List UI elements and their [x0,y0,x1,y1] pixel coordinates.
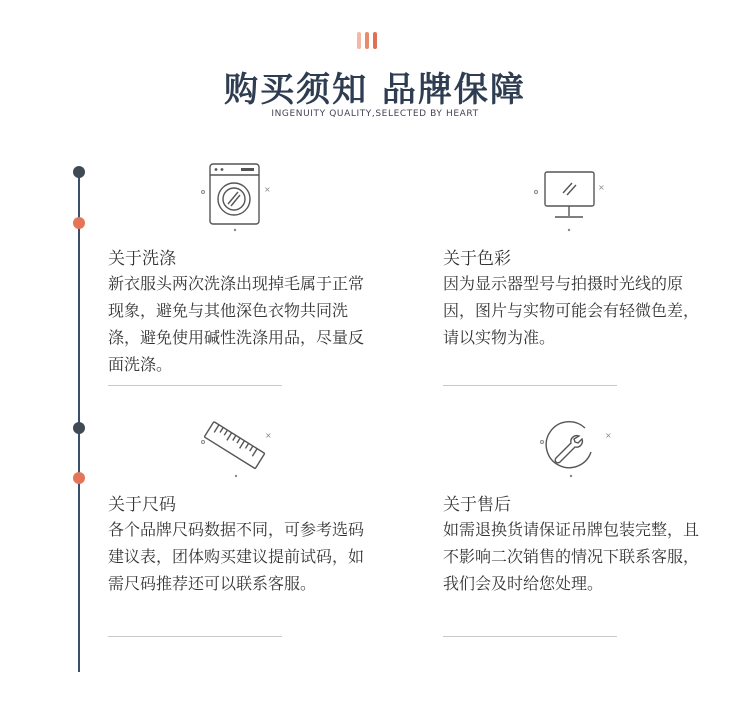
divider [443,636,617,637]
decoration-bar [365,32,369,49]
timeline-dot [73,166,85,178]
header-decoration [357,32,377,49]
card-title-after-sales: 关于售后 [443,495,511,515]
monitor-icon [521,160,617,232]
card-title-color: 关于色彩 [443,249,511,269]
decoration-bar [373,32,377,49]
washing-machine-icon [186,160,282,232]
svg-text:×: × [265,431,272,440]
svg-text:×: × [605,431,612,440]
svg-text:×: × [598,183,605,192]
card-body-washing: 新衣服头两次洗涤出现掉毛属于正常现象，避免与其他深色衣物共同洗涤，避免使用碱性洗涤用品，尽量反面洗涤。 [108,274,365,374]
svg-text:×: × [264,185,271,194]
page-subtitle: INGENUITY QUALITY,SELECTED BY HEART [271,109,479,119]
divider [108,385,282,386]
ruler-icon [186,412,282,484]
timeline-dot [73,422,85,434]
divider [443,385,617,386]
timeline-dot [73,217,85,229]
card-body-color: 因为显示器型号与拍摄时光线的原因，图片与实物可能会有轻微色差，请以实物为准。 [443,274,700,347]
card-body-after-sales: 如需退换货请保证吊牌包装完整，且不影响二次销售的情况下联系客服，我们会及时给您处理。 [443,520,700,593]
decoration-bar [357,32,361,49]
page-title: 购买须知 品牌保障 [224,70,526,110]
wrench-icon [521,412,617,484]
timeline-dot [73,472,85,484]
card-title-size: 关于尺码 [108,495,176,515]
card-body-size: 各个品牌尺码数据不同，可参考选码建议表，团体购买建议提前试码，如需尺码推荐还可以联系客服。 [108,520,365,593]
card-title-washing: 关于洗涤 [108,249,176,269]
divider [108,636,282,637]
